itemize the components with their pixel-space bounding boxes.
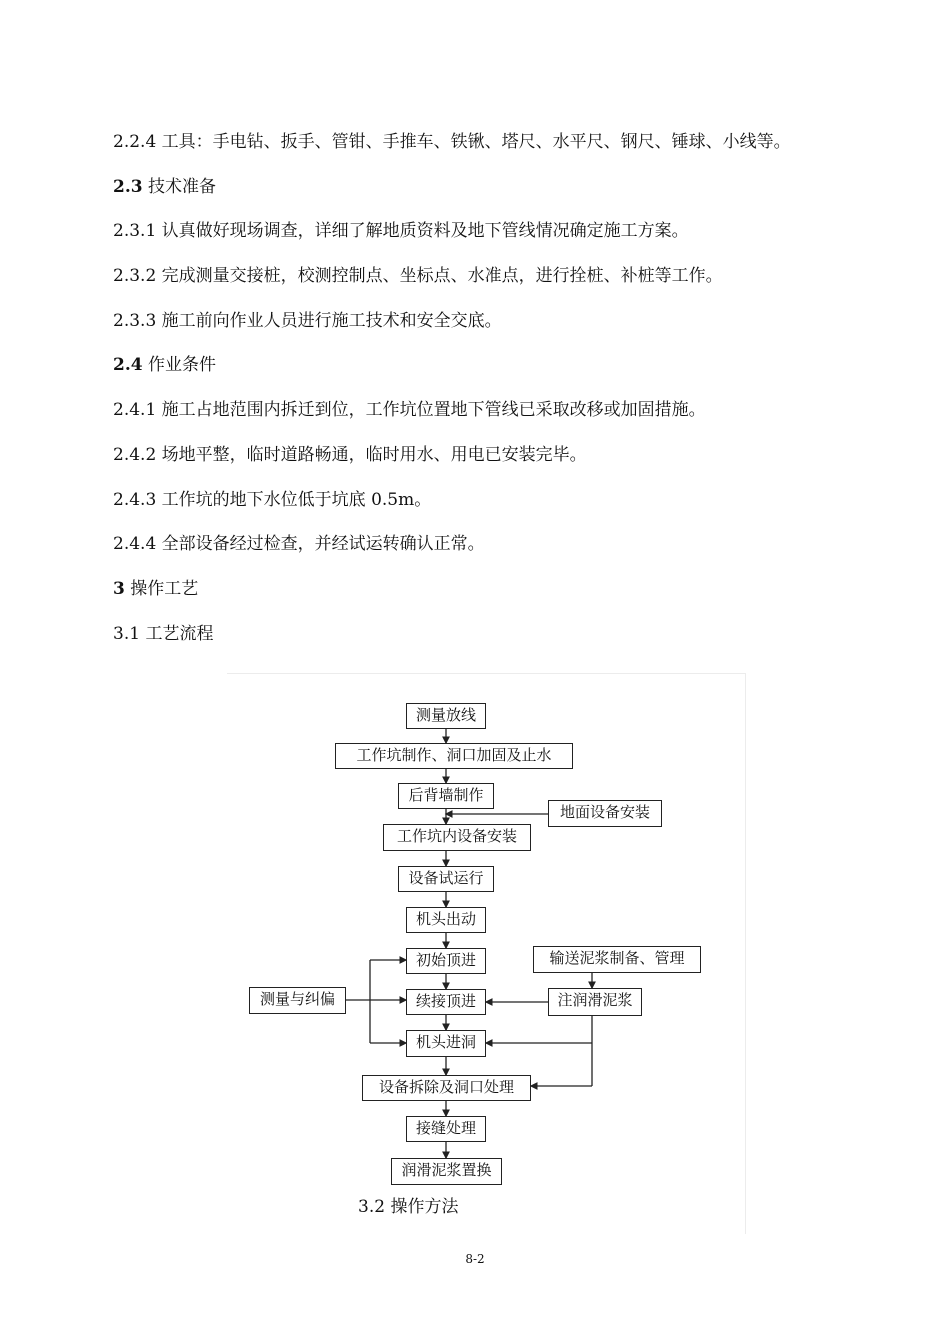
flow-step-equipment-removal: 设备拆除及洞口处理 bbox=[362, 1075, 531, 1101]
flow-step-measure-layout: 测量放线 bbox=[406, 703, 486, 729]
flow-step-machine-start: 机头出动 bbox=[406, 907, 486, 933]
paragraph-2-4-2: 2.4.2 场地平整，临时道路畅通，临时用水、用电已安装完毕。 bbox=[113, 445, 587, 465]
heading-2-4: 2.4 作业条件 bbox=[113, 355, 216, 375]
section-heading-3-2: 3.2 操作方法 bbox=[358, 1197, 459, 1217]
flow-side-slurry-injection: 注润滑泥浆 bbox=[548, 988, 642, 1016]
paragraph-2-3-2: 2.3.2 完成测量交接桩，校测控制点、坐标点、水准点，进行拴桩、补桩等工作。 bbox=[113, 266, 723, 286]
flow-step-initial-jacking: 初始顶进 bbox=[406, 948, 486, 974]
paragraph-2-4-4: 2.4.4 全部设备经过检查，并经试运转确认正常。 bbox=[113, 534, 485, 554]
flow-side-ground-equipment: 地面设备安装 bbox=[548, 800, 662, 827]
flow-step-slurry-replacement: 润滑泥浆置换 bbox=[391, 1158, 502, 1185]
paragraph-2-3-3: 2.3.3 施工前向作业人员进行施工技术和安全交底。 bbox=[113, 311, 502, 331]
flow-side-measure-correct: 测量与纠偏 bbox=[249, 987, 346, 1014]
flow-step-joint-treatment: 接缝处理 bbox=[406, 1116, 486, 1142]
flow-step-continued-jacking: 续接顶进 bbox=[406, 989, 486, 1015]
flow-step-equipment-trial: 设备试运行 bbox=[398, 866, 494, 892]
paragraph-2-3-1: 2.3.1 认真做好现场调查，详细了解地质资料及地下管线情况确定施工方案。 bbox=[113, 221, 689, 241]
flow-side-slurry-preparation: 输送泥浆制备、管理 bbox=[533, 946, 701, 973]
paragraph-2-4-3: 2.4.3 工作坑的地下水位低于坑底 0.5m。 bbox=[113, 490, 432, 510]
heading-3-1: 3.1 工艺流程 bbox=[113, 624, 214, 644]
paragraph-2-4-1: 2.4.1 施工占地范围内拆迁到位，工作坑位置地下管线已采取改移或加固措施。 bbox=[113, 400, 706, 420]
flow-step-machine-enter-hole: 机头进洞 bbox=[406, 1030, 486, 1057]
page-number: 8-2 bbox=[465, 1252, 485, 1266]
flow-step-backwall: 后背墙制作 bbox=[398, 783, 494, 809]
heading-3: 3 操作工艺 bbox=[113, 579, 199, 599]
flow-step-pit-construction: 工作坑制作、洞口加固及止水 bbox=[335, 743, 573, 769]
flow-step-pit-equipment-install: 工作坑内设备安装 bbox=[383, 824, 531, 851]
heading-2-3: 2.3 技术准备 bbox=[113, 177, 216, 197]
paragraph-2-2-4: 2.2.4 工具：手电钻、扳手、管钳、手推车、铁锹、塔尺、水平尺、钢尺、锤球、小线等。 bbox=[113, 132, 791, 152]
